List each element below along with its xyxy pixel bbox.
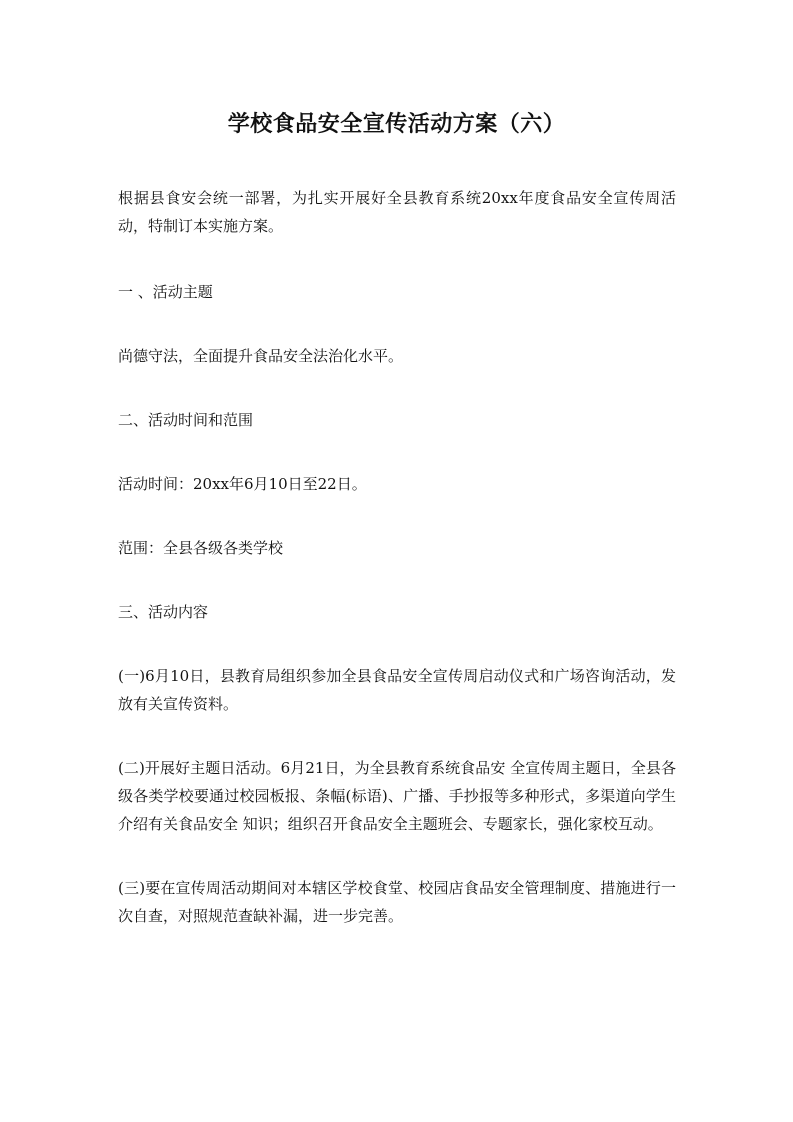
section-3-item-3: (三)要在宣传周活动期间对本辖区学校食堂、校园店食品安全管理制度、措施进行一次自查，对照规范查缺补漏，进一步完善。 <box>118 879 676 925</box>
intro-paragraph: 根据县食安会统一部署，为扎实开展好全县教育系统20xx年度食品安全宣传周活动，特制订本实施方案。 <box>118 189 676 235</box>
section-1-heading: 一 、活动主题 <box>118 283 213 301</box>
section-2-time: 活动时间：20xx年6月10日至22日。 <box>118 475 367 493</box>
section-2-scope: 范围：全县各级各类学校 <box>118 539 284 557</box>
section-2-heading: 二、活动时间和范围 <box>118 411 254 429</box>
section-3-heading: 三、活动内容 <box>118 603 209 621</box>
section-1-text: 尚德守法，全面提升食品安全法治化水平。 <box>118 347 404 365</box>
section-3-item-2: (二)开展好主题日活动。6月21日，为全县教育系统食品安 全宣传周主题日，全县各级各类学校要通过校园板报、条幅(标语)、广播、手抄报等多种形式，多渠道向学生介绍有关食品安全 知识；组织召开食品安全主题班会、专题家长，强化家校互动。 <box>118 759 676 833</box>
document-title: 学校食品安全宣传活动方案（六） <box>227 111 566 137</box>
document-body <box>118 184 676 930</box>
section-3-item-1: (一)6月10日，县教育局组织参加全县食品安全宣传周启动仪式和广场咨询活动，发放有关宣传资料。 <box>118 667 676 713</box>
